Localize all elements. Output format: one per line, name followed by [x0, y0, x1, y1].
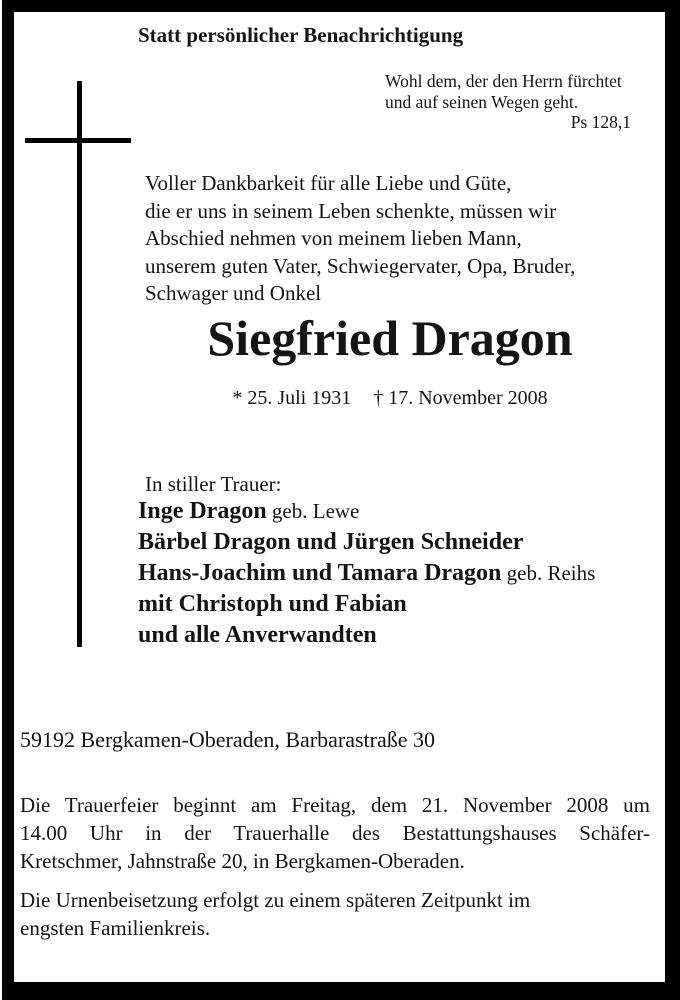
funeral-info-paragraph: [20, 791, 650, 875]
mourners-list: [138, 496, 595, 651]
mourning-intro: In stiller Trauer:: [145, 472, 282, 496]
birth-date: * 25. Juli 1931: [232, 387, 352, 409]
cross-icon-horizontal-bar: [25, 138, 131, 143]
mourner-line: [138, 620, 595, 651]
mourner-line: [138, 558, 595, 589]
header-note: Statt persönlicher Benachrichtigung: [138, 23, 464, 47]
mourner-suffix: geb. Lewe: [266, 499, 360, 523]
mourner-line: [138, 496, 595, 527]
death-date: † 17. November 2008: [373, 387, 548, 409]
deceased-name: Siegfried Dragon: [207, 310, 573, 366]
verse-line: und auf seinen Wegen geht.: [385, 91, 579, 112]
mourner-name: und alle Anverwandten: [138, 622, 377, 648]
mourner-name: Inge Dragon: [138, 498, 267, 524]
scripture-verse: [385, 71, 641, 133]
funeral-line: Kretschmer, Jahnstraße 20, in Bergkamen-Oberaden.: [20, 849, 465, 873]
verse-source: Ps 128,1: [570, 112, 631, 132]
burial-info-paragraph: [20, 886, 650, 942]
mourner-line: [138, 527, 595, 558]
mourner-line: [138, 589, 595, 620]
burial-line: engsten Familienkreis.: [20, 916, 211, 940]
mourner-name: Hans-Joachim und Tamara Dragon: [138, 560, 502, 586]
intro-line: Abschied nehmen von meinem lieben Mann,: [145, 226, 522, 250]
intro-paragraph: [145, 170, 575, 308]
life-dates: [145, 386, 635, 410]
mourner-name: mit Christoph und Fabian: [138, 591, 407, 617]
intro-line: unserem guten Vater, Schwiegervater, Opa, Bruder,: [145, 253, 576, 278]
mourner-name: Bärbel Dragon und Jürgen Schneider: [138, 529, 524, 555]
address-line: 59192 Bergkamen-Oberaden, Barbarastraße 30: [20, 727, 435, 752]
intro-line: Voller Dankbarkeit für alle Liebe und Güte,: [145, 171, 512, 195]
verse-line: Wohl dem, der den Herrn fürchtet: [385, 71, 622, 91]
funeral-line: 14.00 Uhr in der Trauerhalle des Bestattungshauses Schäfer-: [20, 821, 650, 845]
intro-line: die er uns in seinem Leben schenkte, müssen wir: [145, 198, 557, 223]
funeral-line: Die Trauerfeier beginnt am Freitag, dem 21. November 2008 um: [20, 793, 650, 817]
burial-line: Die Urnenbeisetzung erfolgt zu einem späteren Zeitpunkt im: [20, 888, 531, 912]
mourner-suffix: geb. Reihs: [501, 561, 596, 585]
intro-line: Schwager und Onkel: [145, 281, 322, 305]
cross-icon-vertical-bar: [77, 81, 82, 647]
